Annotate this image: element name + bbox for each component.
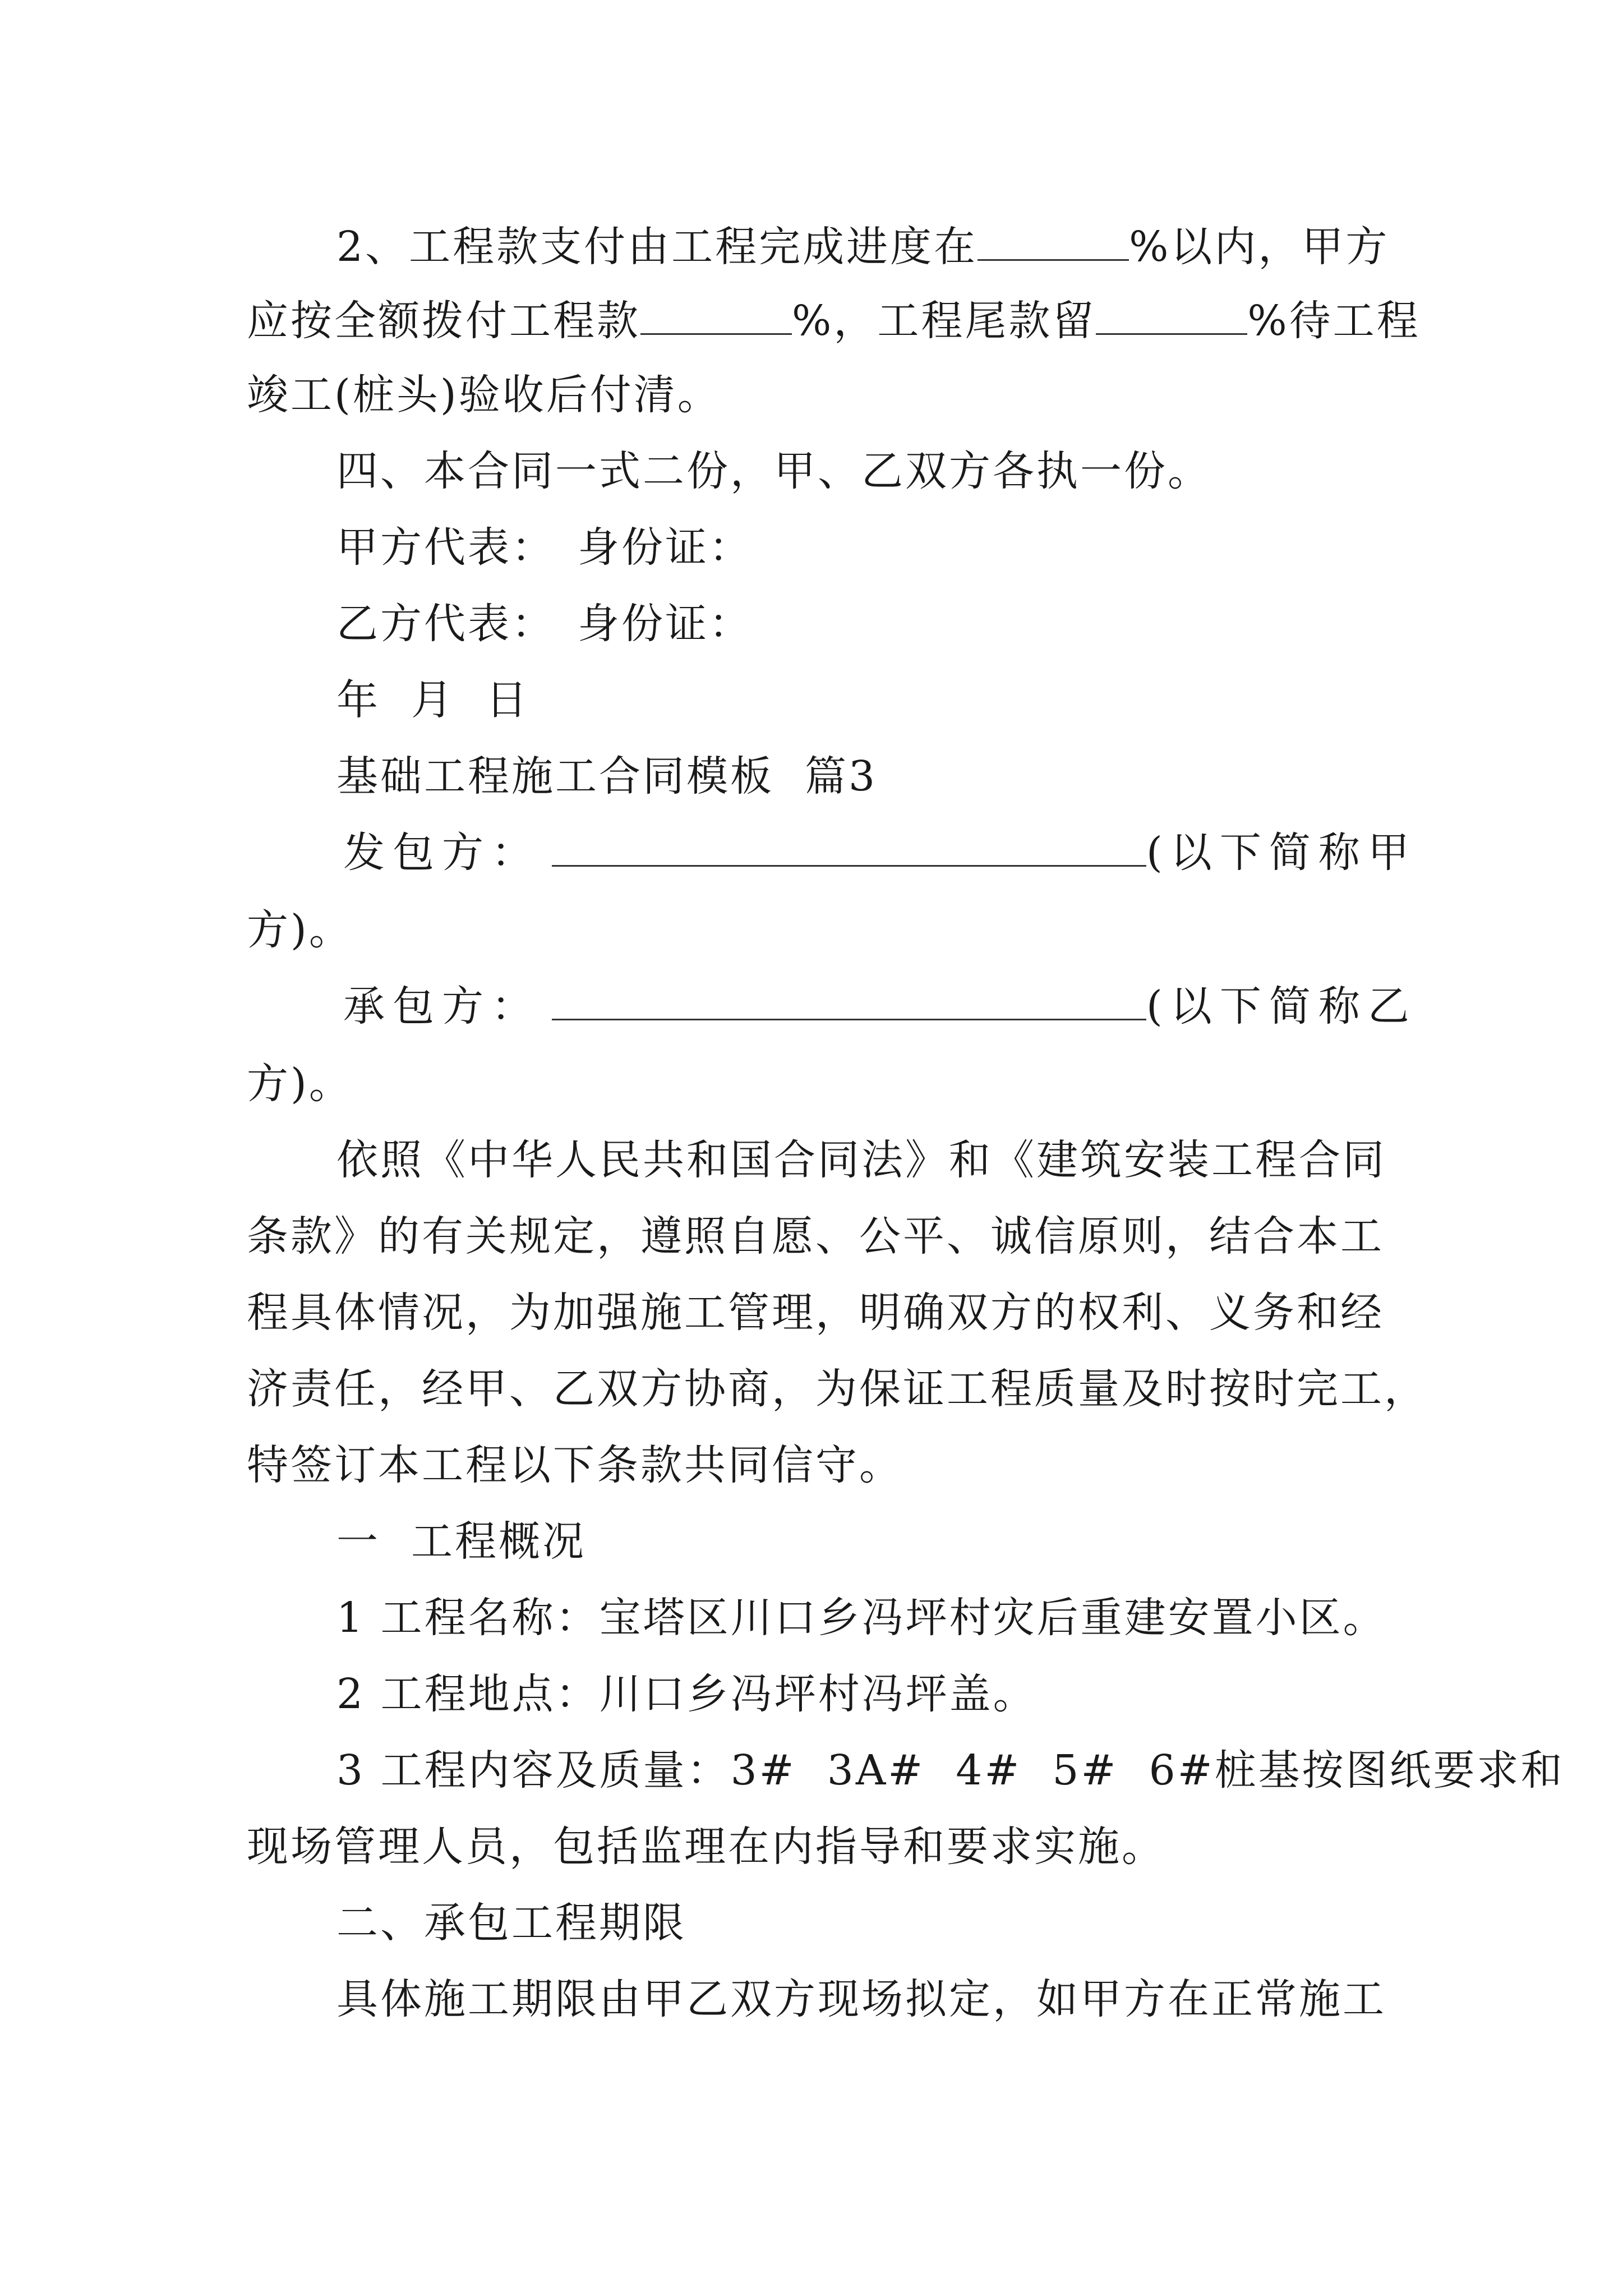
heading-project-overview: 一 工程概况 xyxy=(336,1517,587,1566)
sign-b-id-label: 身份证： xyxy=(578,600,753,648)
party-b-line xyxy=(343,979,1417,1033)
heading-contract-period: 二、承包工程期限 xyxy=(336,1899,686,1947)
sign-party-b xyxy=(336,597,753,651)
intro-line-4: 济责任，经甲、乙双方协商，为保证工程质量及时按时完工， xyxy=(247,1365,1428,1413)
payment-text-2a: 应按全额拨付工程款 xyxy=(247,297,640,345)
item-project-location: 2 工程地点：川口乡冯坪村冯坪盖。 xyxy=(336,1670,1037,1718)
item-project-name: 1 工程名称：宝塔区川口乡冯坪村灾后重建安置小区。 xyxy=(336,1594,1387,1642)
party-b-blank[interactable] xyxy=(552,979,1146,1020)
party-a-suffix: (以下简称甲 xyxy=(1146,829,1417,877)
payment-text-1a: 2、工程款支付由工程完成进度在 xyxy=(336,223,978,271)
party-a-blank[interactable] xyxy=(552,826,1146,867)
payment-text-2c: %待工程 xyxy=(1247,297,1421,345)
intro-line-5: 特签订本工程以下条款共同信守。 xyxy=(247,1441,903,1489)
party-a-label: 发包方： xyxy=(343,829,541,877)
percent-blank-3[interactable] xyxy=(1096,294,1247,335)
sign-party-a xyxy=(336,521,753,574)
party-b-label: 承包方： xyxy=(343,982,541,1030)
intro-line-2: 条款》的有关规定，遵照自愿、公平、诚信原则，结合本工 xyxy=(247,1212,1384,1260)
party-b-cont: 方)。 xyxy=(247,1060,353,1108)
payment-line-2 xyxy=(247,294,1421,348)
payment-line-1 xyxy=(336,220,1389,274)
period-text: 具体施工期限由甲乙双方现场拟定，如甲方在正常施工 xyxy=(336,1975,1386,2023)
payment-line-3: 竣工(桩头)验收后付清。 xyxy=(247,371,721,419)
intro-line-1: 依照《中华人民共和国合同法》和《建筑安装工程合同 xyxy=(336,1136,1386,1184)
item-project-content-2: 现场管理人员，包括监理在内指导和要求实施。 xyxy=(247,1823,1165,1871)
sign-a-label: 甲方代表： xyxy=(336,523,555,572)
clause-copies: 四、本合同一式二份，甲、乙双方各执一份。 xyxy=(336,447,1211,495)
payment-text-2b: %，工程尾款留 xyxy=(792,297,1096,345)
sign-b-label: 乙方代表： xyxy=(336,600,555,648)
sign-a-id-label: 身份证： xyxy=(578,523,753,572)
date-line: 年 月 日 xyxy=(336,676,530,724)
party-b-suffix: (以下简称乙 xyxy=(1146,982,1417,1030)
section-title: 基础工程施工合同模板 篇3 xyxy=(336,752,878,800)
item-project-content-1: 3 工程内容及质量：3# 3A# 4# 5# 6#桩基按图纸要求和 xyxy=(336,1746,1565,1795)
percent-blank-2[interactable] xyxy=(640,294,792,335)
intro-line-3: 程具体情况，为加强施工管理，明确双方的权利、义务和经 xyxy=(247,1289,1384,1337)
percent-blank-1[interactable] xyxy=(978,220,1129,261)
party-a-line xyxy=(343,826,1417,880)
payment-text-1b: %以内，甲方 xyxy=(1129,223,1390,271)
party-a-cont: 方)。 xyxy=(247,906,353,954)
